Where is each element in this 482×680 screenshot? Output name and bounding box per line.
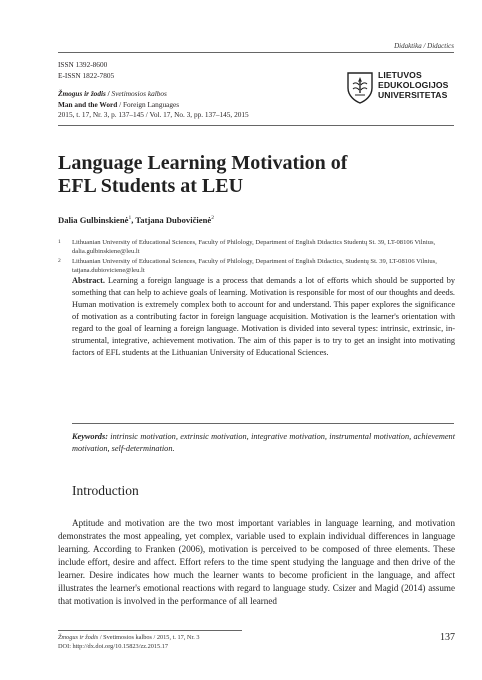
running-head: Didaktika / Didactics bbox=[394, 42, 454, 50]
introduction-text: Aptitude and motivation are the two most important variables in language learning, and motivation demonstrates the most appealing, yet complex, variable used to explain individual differences in language learning. According to Franken (2006), motivation is perceived to be composed of three elements. These include effort, desire and affect. Effort refers to the time spent studying the language and then drive of the learner. Desire indicates how much the learner wants to become proficient in the language, and affect illustrates the learner's emotional reactions with regard to language study. Csizer and Magid (2014) assume that motivation is involved in the performance of all learned bbox=[58, 518, 455, 607]
journal-meta bbox=[58, 60, 249, 121]
page-number: 137 bbox=[440, 632, 455, 643]
meta-rule bbox=[58, 125, 454, 126]
affiliation-1: 1 Lithuanian University of Educational Sciences, Faculty of Philology, Department of English Didactics Studentų St. 39, LT-08106 Vilnius, dalia.gulbinskiene@leu.lt bbox=[58, 239, 436, 256]
author-1: Dalia Gulbinskienė bbox=[58, 215, 129, 225]
authors: Dalia Gulbinskienė$^1$, Tatjana Dubovičienė$^2$ bbox=[58, 215, 214, 225]
article-title: Language Learning Motivation of EFL Students at LEU bbox=[58, 152, 348, 197]
journal-name-en: Man and the Word / Foreign Languages bbox=[58, 99, 180, 109]
footer-rule bbox=[58, 630, 242, 631]
doi: DOI: http://dx.doi.org/10.15823/zz.2015.17 bbox=[58, 642, 169, 650]
issn: ISSN 1392-8600 bbox=[58, 60, 108, 69]
keywords: Keywords: intrinsic motivation, extrinsic motivation, integrative motivation, instrumental motivation, achievement motivation, self-determination. bbox=[72, 432, 455, 453]
university-logo bbox=[345, 70, 455, 106]
logo-text: LIETUVOS EDUKOLOGIJOS UNIVERSITETAS bbox=[378, 70, 449, 100]
affiliation-2: 2 Lithuanian University of Educational Sciences, Faculty of Philology, Department of English Didactics, Studentų St. 39, LT-08106 Vilnius, tatjana.dubioviciene@leu.lt bbox=[58, 258, 437, 275]
university-crest-icon bbox=[345, 70, 375, 104]
header-rule bbox=[58, 52, 454, 53]
citation: 2015, t. 17, Nr. 3, p. 137–145 / Vol. 17, No. 3, pp. 137–145, 2015 bbox=[58, 110, 249, 119]
author-2: Tatjana Dubovičienė bbox=[135, 215, 212, 225]
section-heading-introduction: Introduction bbox=[72, 483, 139, 498]
footer: Žmogus ir žodis / Svetimosios kalbos / 2015, t. 17, Nr. 3 DOI: http://dx.doi.org/10.15823/zz.2015.17 bbox=[58, 634, 200, 650]
keywords-rule bbox=[72, 423, 454, 424]
abstract: Abstract. Learning a foreign language is a process that demands a lot of efforts which should be supported by something that can help to achieve goals of learning. Motivation is responsible for most of our thoughts and deeds. Human motivation is extremely complex both to account for and understand. This paper explores the significance of motivation as a contributing factor in foreign language acquisition. Motivation is the learner's orientation with regard to the goal of learning a foreign language. Motivation is divided into several types: intrinsic, extrinsic, instrumental, integrative, achievement motivation. The aim of this paper is to try to get an insight into motivating factors of EFL students at the Lithuanian University of Educational Sciences. bbox=[72, 276, 455, 358]
journal-name-lt: Žmogus ir žodis / Svetimosios kalbos bbox=[58, 89, 167, 98]
eissn: E-ISSN 1822-7805 bbox=[58, 70, 115, 80]
